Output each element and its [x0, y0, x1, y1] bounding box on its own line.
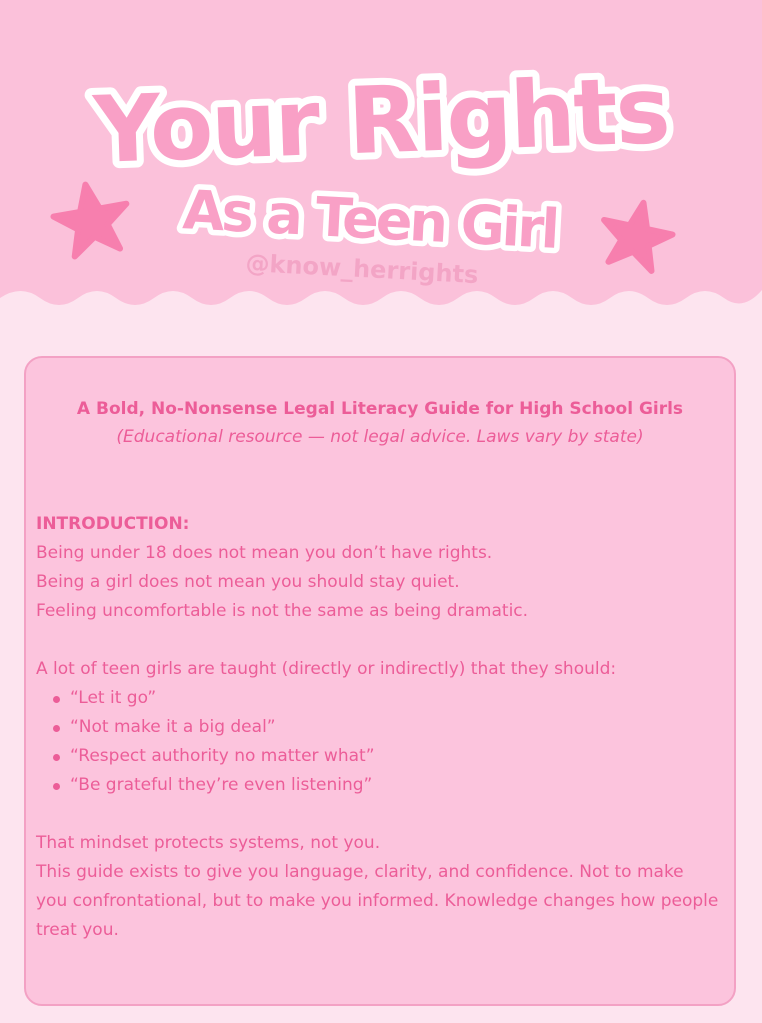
list-item: “Not make it a big deal”: [70, 713, 734, 742]
intro-label: INTRODUCTION:: [36, 514, 190, 534]
guide-subtitle: A Bold, No-Nonsense Legal Literacy Guide for High School Girls: [76, 399, 684, 419]
intro-line: Being a girl does not mean you should stay quiet.: [36, 572, 460, 592]
intro-line: Being under 18 does not mean you don’t have rights.: [36, 543, 493, 563]
mindset-line: That mindset protects systems, not you.: [36, 833, 381, 853]
handle: @know_herrights: [244, 248, 480, 290]
spacer: [36, 800, 734, 829]
taught-list: [36, 684, 734, 800]
content-card: [24, 356, 736, 1006]
intro-line: Feeling uncomfortable is not the same as being dramatic.: [36, 601, 529, 621]
title-line-1: Your Rights: [91, 57, 671, 184]
disclaimer: (Educational resource — not legal advice. Laws vary by state): [116, 427, 644, 447]
list-item: “Be grateful they’re even listening”: [70, 771, 734, 800]
title-line-2: As a Teen Girl: [181, 178, 559, 261]
closing-paragraph: This guide exists to give you language, clarity, and confidence. Not to make you confrontational, but to make you informed. Knowledge changes how people treat you.: [36, 862, 719, 940]
header-banner: [0, 0, 762, 330]
list-item: “Respect authority no matter what”: [70, 742, 734, 771]
taught-line: A lot of teen girls are taught (directly or indirectly) that they should:: [36, 659, 617, 679]
spacer: [36, 626, 734, 655]
header-graphic: [0, 0, 762, 330]
list-item: “Let it go”: [70, 684, 734, 713]
